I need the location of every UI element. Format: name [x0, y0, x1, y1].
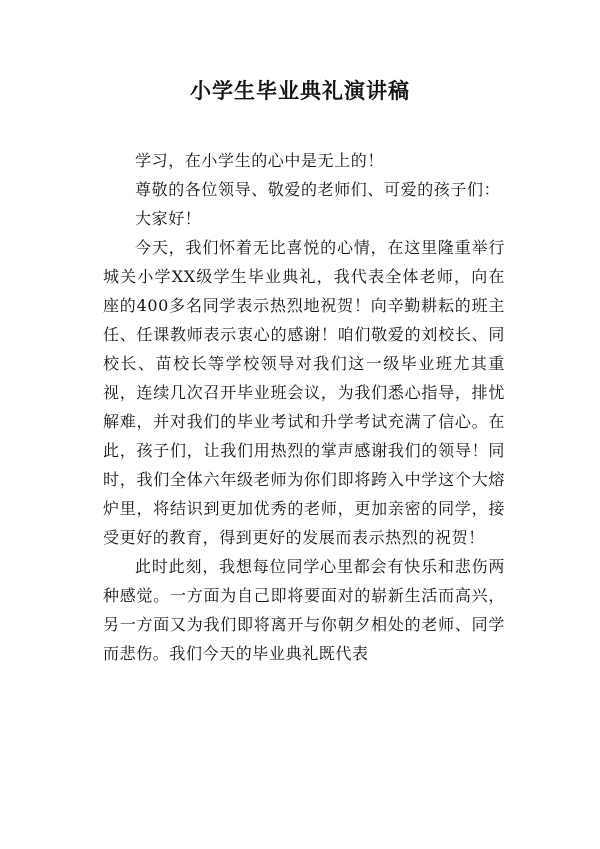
paragraph-opening-line: 学习，在小学生的心中是无上的！ [135, 151, 385, 170]
paragraph-salutation: 尊敬的各位领导、敬爱的老师们、可爱的孩子们： [135, 180, 501, 199]
paragraph-greeting: 大家好！ [135, 209, 202, 228]
document-title: 小学生毕业典礼演讲稿 [190, 79, 410, 103]
document-body [103, 146, 505, 668]
paragraph-congratulations: 今天，我们怀着无比喜悦的心情，在这里隆重举行城关小学XX级学生毕业典礼，我代表全体老师，向在座的400多名同学表示热烈地祝贺！向辛勤耕耘的班主任、任课教师表示衷心的感谢！咱们敬爱的刘校长、同校长、苗校长等学校领导对我们这一级毕业班尤其重视，连续几次召开毕业班会议，为我们悉心指导，排忧解难，并对我们的毕业考试和升学考试充满了信心。在此，孩子们，让我们用热烈的掌声感谢我们的领导！同时，我们全体六年级老师为你们即将跨入中学这个大熔炉里，将结识到更加优秀的老师，更加亲密的同学，接受更好的教育，得到更好的发展而表示热烈的祝贺！ [103, 238, 505, 547]
paragraph-feelings: 此时此刻，我想每位同学心里都会有快乐和悲伤两种感觉。一方面为自己即将要面对的崭新生活而高兴，另一方面又为我们即将离开与你朝夕相处的老师、同学而悲伤。我们今天的毕业典礼既代表 [103, 557, 505, 663]
